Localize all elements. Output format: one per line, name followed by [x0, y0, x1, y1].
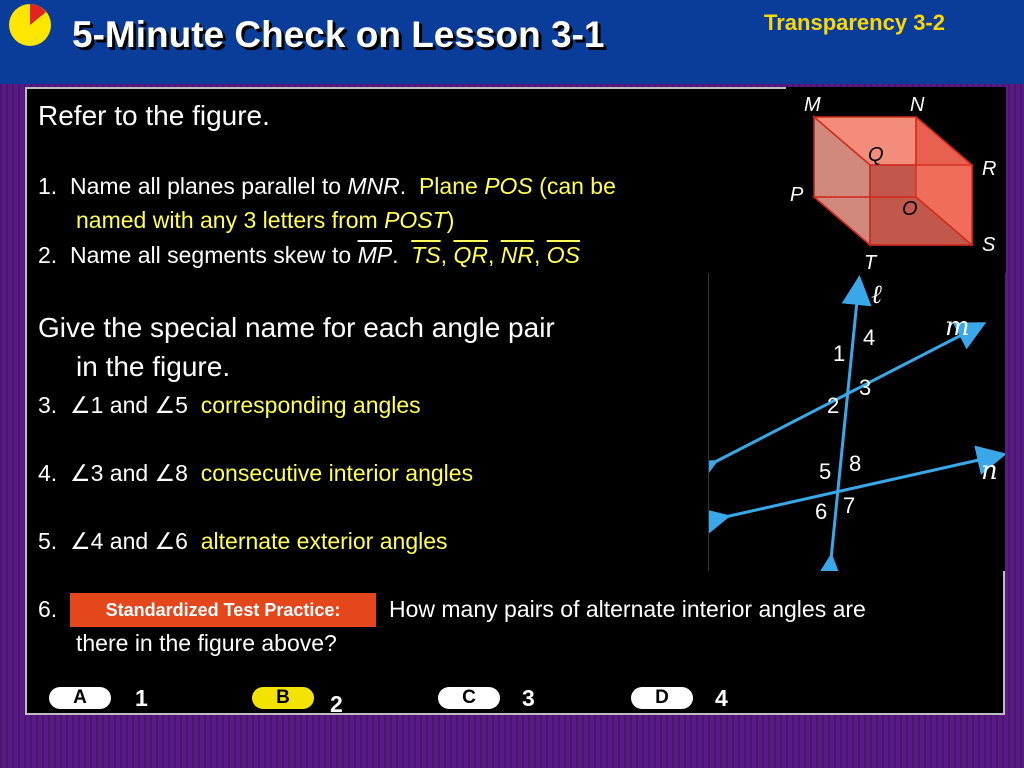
- question-3-angle-b: 5: [175, 392, 188, 418]
- angle-label-5: 5: [819, 459, 832, 484]
- cube-label-s: S: [982, 234, 996, 256]
- line-label-n: n: [981, 456, 998, 486]
- option-b-value: 2: [330, 691, 343, 717]
- angle-label-8: 8: [849, 451, 862, 476]
- question-2-prompt: Name all segments skew to: [69, 242, 352, 268]
- question-2-period: .: [392, 242, 399, 268]
- skew-segment: $\overline{QR}$: [453, 242, 488, 268]
- section-2-line1: Give the special name for each angle pair: [38, 312, 555, 343]
- page-title: 5-Minute Check on Lesson 3-1: [72, 14, 605, 55]
- question-2-answer: [411, 242, 580, 268]
- angle-icon: ∠: [69, 392, 91, 418]
- standardized-test-badge: Standardized Test Practice:: [70, 593, 376, 627]
- skew-segment: $\overline{NR}$: [500, 242, 534, 268]
- cube-figure: [786, 87, 1006, 273]
- answer-1-rest: (can be: [539, 173, 616, 199]
- cube-label-m: M: [804, 94, 821, 116]
- separator: ,: [533, 242, 541, 268]
- answer-1-line2-prefix: named with any 3 letters from: [76, 207, 378, 233]
- angle-label-3: 3: [859, 375, 872, 400]
- question-3: [38, 394, 421, 417]
- angle-label-7: 7: [843, 493, 856, 518]
- angle-label-4: 4: [863, 325, 876, 350]
- question-5: [38, 530, 448, 553]
- line-label-m: m: [945, 312, 970, 342]
- cube-label-p: P: [790, 184, 804, 206]
- question-1-number: 1.: [38, 173, 58, 199]
- question-6-number: 6.: [38, 596, 58, 622]
- option-c-button[interactable]: C: [438, 687, 500, 709]
- question-4-and: and: [109, 460, 149, 486]
- angle-icon: ∠: [154, 460, 176, 486]
- question-1-answer-line2: [76, 209, 454, 232]
- question-1-period: .: [399, 173, 407, 199]
- question-5-and: and: [109, 528, 149, 554]
- content-panel: [25, 87, 1005, 715]
- intro-text: Refer to the figure.: [38, 100, 270, 131]
- answer-1-close: ): [446, 207, 455, 233]
- option-d-button[interactable]: D: [631, 687, 693, 709]
- cube-label-r: R: [982, 158, 997, 180]
- line-label-l: ℓ: [871, 280, 882, 310]
- answer-1-letters: POST: [384, 207, 447, 233]
- question-3-answer: corresponding angles: [200, 392, 421, 418]
- option-b-button[interactable]: B: [252, 687, 314, 709]
- skew-segment: $\overline{OS}$: [546, 242, 580, 268]
- transparency-label: Transparency 3-2: [764, 10, 945, 35]
- cube-label-t: T: [864, 252, 877, 273]
- question-5-angle-b: 6: [175, 528, 188, 554]
- question-4: [38, 462, 473, 485]
- cube-label-n: N: [910, 94, 925, 116]
- option-a-value: 1: [135, 685, 148, 711]
- question-4-number: 4.: [38, 460, 58, 486]
- question-6-line1: How many pairs of alternate interior angles are: [389, 596, 866, 622]
- transversal-figure: [708, 273, 1005, 571]
- question-2-number: 2.: [38, 242, 58, 268]
- question-2: [38, 244, 580, 267]
- question-5-angle-a: 4: [90, 528, 104, 554]
- angle-icon: ∠: [154, 528, 176, 554]
- option-c-value: 3: [522, 685, 535, 711]
- cube-label-o: O: [902, 198, 918, 220]
- option-d-value: 4: [715, 685, 728, 711]
- section-2-line2: in the figure.: [76, 351, 231, 382]
- angle-icon: ∠: [69, 528, 91, 554]
- question-4-answer: consecutive interior angles: [200, 460, 474, 486]
- question-1-prompt: Name all planes parallel to: [69, 173, 342, 199]
- title-bar: [0, 0, 1024, 84]
- angle-icon: ∠: [154, 392, 176, 418]
- skew-segment: $\overline{TS}$: [411, 242, 441, 268]
- separator: ,: [487, 242, 495, 268]
- question-6-line2: there in the figure above?: [76, 630, 337, 656]
- question-3-angle-a: 1: [90, 392, 104, 418]
- question-1: [38, 175, 616, 198]
- answer-1-plane: POS: [484, 173, 533, 199]
- answer-1-prefix: Plane: [418, 173, 478, 199]
- question-5-answer: alternate exterior angles: [200, 528, 448, 554]
- clock-icon: [7, 2, 53, 48]
- angle-label-2: 2: [827, 393, 840, 418]
- question-1-plane: MNR: [347, 173, 400, 199]
- question-4-angle-b: 8: [175, 460, 188, 486]
- option-a-button[interactable]: A: [49, 687, 111, 709]
- cube-label-q: Q: [868, 144, 884, 166]
- question-3-number: 3.: [38, 392, 58, 418]
- question-1-answer: [419, 173, 616, 199]
- question-2-segment: $\overline{MP}$: [357, 242, 393, 268]
- question-5-number: 5.: [38, 528, 58, 554]
- angle-icon: ∠: [69, 460, 91, 486]
- question-4-angle-a: 3: [90, 460, 104, 486]
- angle-label-1: 1: [833, 341, 846, 366]
- separator: ,: [440, 242, 448, 268]
- angle-label-6: 6: [815, 499, 828, 524]
- question-3-and: and: [109, 392, 149, 418]
